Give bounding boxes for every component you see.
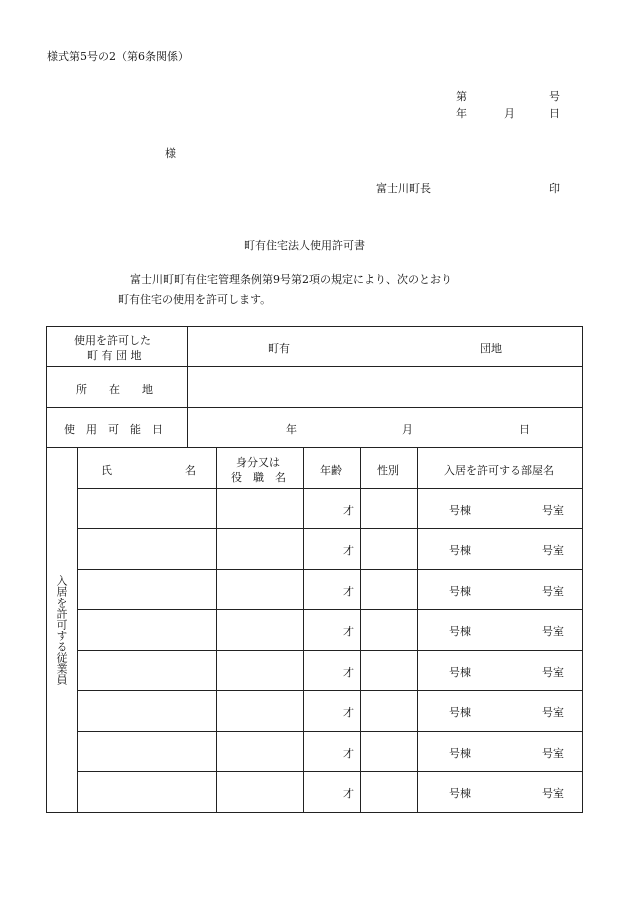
row-7-building: 号棟 <box>449 747 471 760</box>
rule-v-age <box>360 447 361 813</box>
col-sex: 性別 <box>377 464 399 477</box>
row-4-age-unit: 才 <box>343 625 354 638</box>
permit-table <box>46 326 583 813</box>
row1-complex-suffix: 団地 <box>480 342 502 355</box>
row-1-age-unit: 才 <box>343 504 354 517</box>
number-suffix: 号 <box>549 90 560 103</box>
table-border-top <box>46 326 583 327</box>
number-prefix: 第 <box>456 90 467 103</box>
date-day: 日 <box>549 107 560 120</box>
rule-res-8 <box>77 771 583 772</box>
document-title: 町有住宅法人使用許可書 <box>244 239 365 252</box>
col-age: 年齢 <box>320 464 342 477</box>
addressee-suffix: 様 <box>165 147 176 160</box>
row-1-room: 号室 <box>542 504 564 517</box>
row3-month: 月 <box>402 423 413 436</box>
col-name-2: 名 <box>185 464 196 477</box>
rule-v-side <box>77 447 78 813</box>
row3-day: 日 <box>519 423 530 436</box>
row-2-room: 号室 <box>542 544 564 557</box>
row2-label: 所 在 地 <box>76 383 153 396</box>
row-1-building: 号棟 <box>449 504 471 517</box>
row1-label-line1: 使用を許可した <box>74 334 151 347</box>
rule-h3 <box>46 447 583 448</box>
col-name-1: 氏 <box>101 464 112 477</box>
row-7-age-unit: 才 <box>343 747 354 760</box>
row-6-age-unit: 才 <box>343 706 354 719</box>
rule-h1 <box>46 366 583 367</box>
date-month: 月 <box>504 107 515 120</box>
form-label: 様式第5号の2（第6条関係） <box>47 50 189 63</box>
row-5-building: 号棟 <box>449 666 471 679</box>
rule-res-6 <box>77 690 583 691</box>
row-6-building: 号棟 <box>449 706 471 719</box>
table-border-bottom <box>46 812 583 813</box>
row1-town-suffix: 町有 <box>268 342 290 355</box>
row-5-room: 号室 <box>542 666 564 679</box>
row-2-building: 号棟 <box>449 544 471 557</box>
rule-res-7 <box>77 731 583 732</box>
rule-res-4 <box>77 609 583 610</box>
table-border-left <box>46 326 47 813</box>
row1-label-line2: 町 有 団 地 <box>87 349 142 362</box>
seal-mark: 印 <box>549 182 560 195</box>
row3-label: 使 用 可 能 日 <box>64 423 163 436</box>
rule-res-5 <box>77 650 583 651</box>
row-8-room: 号室 <box>542 787 564 800</box>
rule-res-3 <box>77 569 583 570</box>
row-5-age-unit: 才 <box>343 666 354 679</box>
rule-v-label <box>187 326 188 447</box>
rule-v-status <box>303 447 304 813</box>
row-3-building: 号棟 <box>449 585 471 598</box>
row-3-room: 号室 <box>542 585 564 598</box>
rule-v-sex <box>417 447 418 813</box>
row3-year: 年 <box>286 423 297 436</box>
row-8-age-unit: 才 <box>343 787 354 800</box>
date-year: 年 <box>456 107 467 120</box>
body-line-2: 町有住宅の使用を許可します。 <box>118 293 272 306</box>
col-status-line1: 身分又は <box>236 456 280 469</box>
rule-res-2 <box>77 528 583 529</box>
rule-v-name <box>216 447 217 813</box>
col-status-line2: 役 職 名 <box>231 471 286 484</box>
residents-side-label: 入居を許可する従業員 <box>55 575 68 685</box>
row-4-room: 号室 <box>542 625 564 638</box>
rule-res-1 <box>77 488 583 489</box>
row-7-room: 号室 <box>542 747 564 760</box>
row-2-age-unit: 才 <box>343 544 354 557</box>
row-3-age-unit: 才 <box>343 585 354 598</box>
issuer: 富士川町長 <box>376 182 431 195</box>
row-4-building: 号棟 <box>449 625 471 638</box>
row-6-room: 号室 <box>542 706 564 719</box>
col-room: 入居を許可する部屋名 <box>444 464 554 477</box>
rule-h2 <box>46 407 583 408</box>
body-line-1: 富士川町町有住宅管理条例第9号第2項の規定により、次のとおり <box>130 273 452 286</box>
row-8-building: 号棟 <box>449 787 471 800</box>
